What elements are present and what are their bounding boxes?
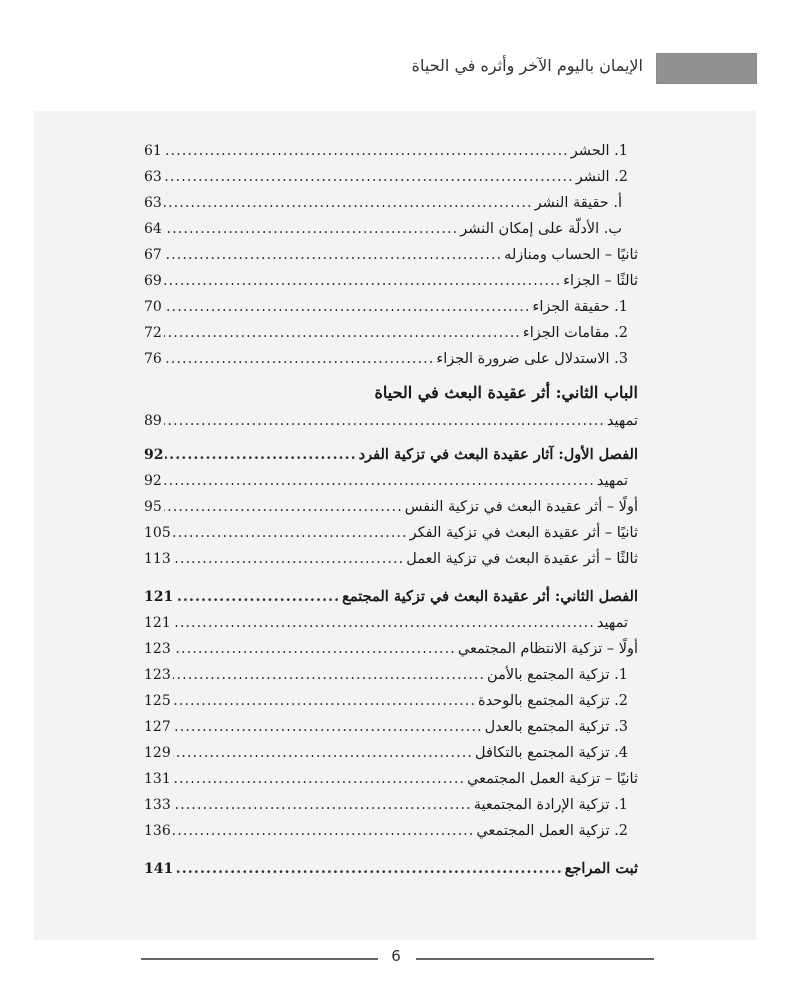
toc-entry-label: ثانيًا – الحساب ومنازله	[504, 247, 638, 263]
toc-entry[interactable]	[144, 662, 638, 688]
leader-dots	[173, 818, 475, 844]
toc-entry-page: 121	[144, 615, 171, 631]
toc-entry-label: تمهيد	[596, 473, 628, 489]
leader-dots	[173, 714, 483, 740]
toc-entry[interactable]	[144, 468, 638, 494]
toc-entry[interactable]	[144, 740, 638, 766]
references-page: 141	[144, 861, 174, 877]
toc-entry-label: ب. الأدلّة على إمكان النشر	[460, 221, 622, 237]
chapter-page: 121	[144, 589, 174, 605]
toc-entry-label: 4. تزكية المجتمع بالتكافل	[474, 745, 628, 761]
toc-entry[interactable]	[144, 164, 638, 190]
toc-entry[interactable]	[144, 294, 638, 320]
toc-entry-label: 3. تزكية المجتمع بالعدل	[484, 719, 628, 735]
toc-entry-page: 131	[144, 771, 171, 787]
toc-entry-label: تمهيد	[596, 615, 628, 631]
toc-entry[interactable]	[144, 520, 638, 546]
toc-entry[interactable]	[144, 494, 638, 520]
toc-entry[interactable]	[144, 546, 638, 572]
page-number: 6	[391, 947, 401, 965]
toc-entry-label: 2. تزكية المجتمع بالوحدة	[478, 693, 628, 709]
references-entry[interactable]	[144, 856, 638, 882]
toc-entry-page: 133	[144, 797, 171, 813]
toc-entry[interactable]	[144, 190, 638, 216]
table-of-contents	[144, 138, 638, 882]
leader-dots	[175, 584, 340, 610]
leader-dots	[164, 468, 595, 494]
leader-dots	[164, 138, 569, 164]
footer-rule-left	[141, 958, 378, 960]
toc-entry-page: 105	[144, 525, 171, 541]
part-title[interactable]	[144, 378, 638, 408]
toc-entry-label: 3. الاستدلال على ضرورة الجزاء	[436, 351, 628, 367]
toc-entry[interactable]	[144, 610, 638, 636]
toc-entry-label: 2. تزكية العمل المجتمعي	[476, 823, 628, 839]
toc-entry-page: 61	[144, 143, 162, 159]
toc-entry[interactable]	[144, 138, 638, 164]
toc-entry-label: أولًا – أثر عقيدة البعث في تزكية النفس	[404, 499, 638, 515]
toc-entry-label: ثانيًا – أثر عقيدة البعث في تزكية الفكر	[409, 525, 638, 541]
toc-entry-label: أ. حقيقة النشر	[534, 195, 622, 211]
toc-entry-page: 70	[144, 299, 162, 315]
part-title-label: الباب الثاني: أثر عقيدة البعث في الحياة	[374, 383, 638, 402]
toc-entry[interactable]	[144, 792, 638, 818]
leader-dots	[164, 164, 574, 190]
toc-entry-label: 1. الحشر	[570, 143, 628, 159]
leader-dots	[173, 662, 485, 688]
toc-entry-page: 76	[144, 351, 162, 367]
toc-entry[interactable]	[144, 320, 638, 346]
toc-entry[interactable]	[144, 242, 638, 268]
toc-entry-label: ثانيًا – تزكية العمل المجتمعي	[467, 771, 638, 787]
chapter-label: الفصل الأول: آثار عقيدة البعث في تزكية الفرد	[358, 446, 638, 463]
toc-entry[interactable]	[144, 268, 638, 294]
toc-entry-label: تمهيد	[606, 413, 638, 429]
leader-dots	[173, 520, 408, 546]
leader-dots	[164, 494, 403, 520]
leader-dots	[173, 792, 472, 818]
toc-entry-page: 92	[144, 473, 162, 489]
toc-entry-label: أولًا – تزكية الانتظام المجتمعي	[457, 641, 638, 657]
toc-entry-page: 89	[144, 413, 162, 429]
leader-dots	[173, 766, 465, 792]
toc-entry-page: 113	[144, 551, 171, 567]
toc-entry-label: ثالثًا – الجزاء	[563, 273, 638, 289]
toc-entry-label: 1. تزكية المجتمع بالأمن	[487, 667, 628, 683]
toc-entry-page: 123	[144, 641, 171, 657]
toc-entry-page: 63	[144, 195, 162, 211]
toc-entry[interactable]	[144, 346, 638, 372]
toc-entry[interactable]	[144, 766, 638, 792]
toc-entry-page: 123	[144, 667, 171, 683]
chapter-page: 92	[144, 447, 164, 463]
toc-entry-page: 125	[144, 693, 171, 709]
leader-dots	[165, 442, 356, 468]
leader-dots	[173, 636, 456, 662]
toc-entry-label: 2. النشر	[575, 169, 628, 185]
leader-dots	[164, 408, 605, 434]
toc-entry-page: 129	[144, 745, 171, 761]
toc-entry-label: 1. حقيقة الجزاء	[532, 299, 628, 315]
toc-entry[interactable]	[144, 688, 638, 714]
running-header-title: الإيمان باليوم الآخر وأثره في الحياة	[411, 56, 643, 75]
toc-entry-page: 69	[144, 273, 162, 289]
leader-dots	[164, 268, 561, 294]
leader-dots	[175, 856, 563, 882]
chapter-label: الفصل الثاني: أثر عقيدة البعث في تزكية المجتمع	[342, 588, 638, 605]
leader-dots	[173, 740, 473, 766]
toc-entry-page: 95	[144, 499, 162, 515]
chapter-entry[interactable]	[144, 442, 638, 468]
leader-dots	[164, 346, 435, 372]
toc-entry[interactable]	[144, 818, 638, 844]
header-gray-box	[656, 53, 757, 84]
toc-entry-page: 136	[144, 823, 171, 839]
chapter-entry[interactable]	[144, 584, 638, 610]
toc-entry-label: 1. تزكية الإرادة المجتمعية	[473, 797, 628, 813]
leader-dots	[173, 688, 476, 714]
toc-entry[interactable]	[144, 714, 638, 740]
leader-dots	[164, 242, 502, 268]
toc-entry[interactable]	[144, 636, 638, 662]
toc-entry-page: 64	[144, 221, 162, 237]
toc-entry-label: ثالثًا – أثر عقيدة البعث في تزكية العمل	[406, 551, 638, 567]
toc-entry-page: 72	[144, 325, 162, 341]
leader-dots	[164, 190, 533, 216]
leader-dots	[173, 610, 595, 636]
toc-entry[interactable]	[144, 216, 638, 242]
toc-entry-label: 2. مقامات الجزاء	[522, 325, 628, 341]
leader-dots	[164, 320, 521, 346]
footer-rule-right	[416, 958, 654, 960]
toc-entry-page: 63	[144, 169, 162, 185]
leader-dots	[173, 546, 404, 572]
references-label: ثبت المراجع	[564, 860, 638, 877]
toc-entry-page: 127	[144, 719, 171, 735]
leader-dots	[164, 216, 458, 242]
toc-entry[interactable]	[144, 408, 638, 434]
toc-entry-page: 67	[144, 247, 162, 263]
leader-dots	[164, 294, 531, 320]
